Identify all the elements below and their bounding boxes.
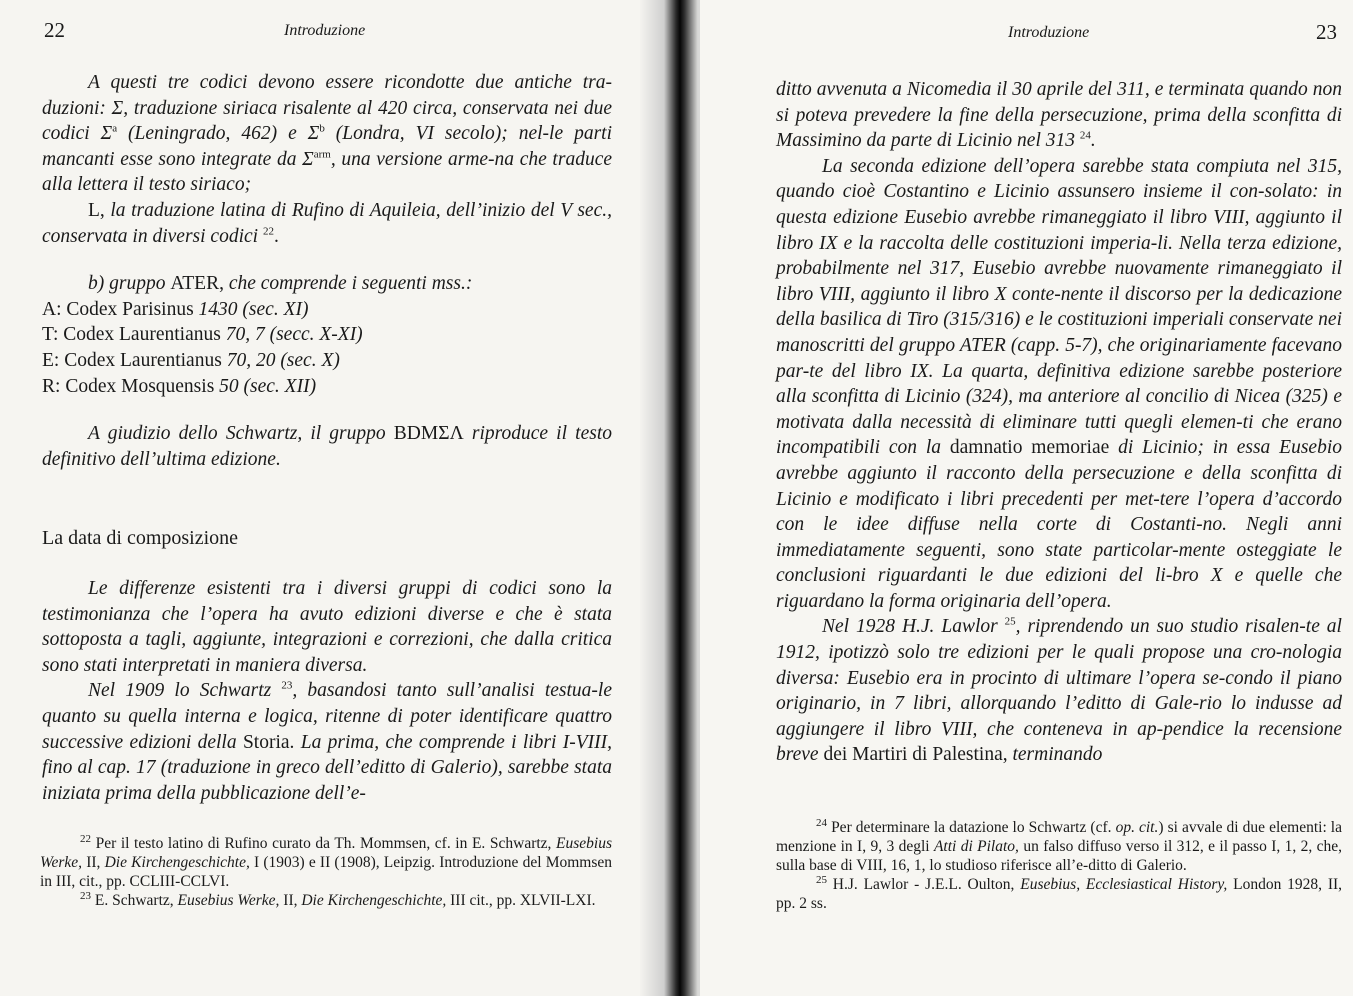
paragraph: A questi tre codici devono essere ricondotte due antiche tra-duzioni: Σ, traduzione siriaca risalente al 420 circa, conservata nei due codici $\Sigma^a$ (Leningrado, 462) e $\Sigma^b$ (Londra, VI secolo); nel-le parti mancanti esse sono integrate da $\Sigma^{arm}$, una versione arme-na che traduce alla lettera il testo siriaco; bbox=[42, 72, 612, 196]
paragraph: ditto avvenuta a Nicomedia il 30 aprile del 311, e terminata quando non si poteva prevedere la fine della persecuzione, prima della sconfitta di Massimino da parte di Licinio nel 313 $^{24}$. bbox=[776, 79, 1342, 152]
section-heading: La data di composizione bbox=[42, 527, 239, 549]
footnote-ref: 23 bbox=[281, 679, 293, 692]
ms-item: T: Codex Laurentianus 70, 7 (secc. X-XI) bbox=[42, 324, 363, 346]
page-number: 23 bbox=[1316, 20, 1337, 44]
ms-item: E: Codex Laurentianus 70, 20 (sec. X) bbox=[42, 349, 340, 371]
footnote-ref: 24 bbox=[1079, 129, 1091, 142]
paragraph: A giudizio dello Schwartz, il gruppo BDMΣΛ riproduce il testo definitivo dell’ultima edizione. bbox=[42, 423, 612, 470]
body-text bbox=[776, 77, 1342, 768]
ms-item: A: Codex Parisinus 1430 (sec. XI) bbox=[42, 298, 309, 320]
paragraph: Nel 1928 H.J. Lawlor $^{25}$, riprendendo un suo studio risalen-te al 1912, ipotizzò solo tre edizioni per le quali propose una cro-nologia diversa: Eusebio era in procinto di ultimare l’opera se-condo il piano originario, in 7 libri, allorquando l’editto di Gale-rio lo indusse ad aggiungere il libro VIII, che conteneva in ap-pendice la recensione breve dei Martiri di Palestina, terminando bbox=[776, 615, 1342, 766]
running-head: Introduzione bbox=[284, 22, 366, 39]
footnote: $^{23}$ E. Schwartz, Eusebius Werke, II, Die Kirchengeschichte, III cit., pp. XLVII-LXI. bbox=[80, 889, 596, 909]
footnote-ref: 22 bbox=[262, 225, 274, 238]
footnote: $^{25}$ H.J. Lawlor - J.E.L. Oulton, Eusebius, Ecclesiastical History, London 1928, II, pp. 2 ss. bbox=[776, 873, 1343, 912]
footnotes bbox=[40, 834, 612, 910]
paragraph: Le differenze esistenti tra i diversi gruppi di codici sono la testimonianza che l’opera ha avuto edizioni diverse e che è stata sottoposta a tagli, aggiunte, integrazioni e correzioni, che dalla critica sono stati interpretati in maniera diversa. bbox=[42, 578, 612, 676]
footnote: $^{24}$ Per determinare la datazione lo Schwartz (cf. op. cit.) si avvale di due elementi: la menzione in I, 9, 3 degli Atti di Pilato, un falso diffuso verso il 312, e il passo I, 1, 2, che, sulla base di VIII, 16, 1, lo studioso riferisce all’e-ditto di Galerio. bbox=[776, 816, 1342, 874]
ms-item: R: Codex Mosquensis 50 (sec. XII) bbox=[42, 375, 317, 397]
group-line: b) gruppo ATER, che comprende i seguenti mss.: bbox=[88, 273, 473, 295]
paragraph: La seconda edizione dell’opera sarebbe stata compiuta nel 315, quando cioè Costantino e Licinio assunsero insieme il con-solato: in questa edizione Eusebio avrebbe rimaneggiato il libro VIII, aggiunto il libro IX e la raccolta delle costituzioni imperia-li. Nella terza edizione, probabilmente nel 317, Eusebio avrebbe nuovamente rimaneggiato il libro VIII, aggiunto il libro X conte-nente il discorso per la dedicazione della basilica di Tiro (315/316) e le costituzioni imperiali conservate nei manoscritti del gruppo ATER (capp. 5-7), che originariamente facevano par-te del libro IX. La quarta, definitiva edizione sarebbe posteriore alla sconfitta di Licinio (324), ma anteriore al concilio di Nicea (325) e motivata dalla necessità di eliminare tutti quegli elemen-ti che erano incompatibili con la damnatio memoriae di Licinio; in essa Eusebio avrebbe aggiunto il racconto della persecuzione e della sconfitta di Licinio e modificato i libri precedenti per met-tere l’opera d’accordo con le idee diffuse nella corte di Costanti-no. Negli anni immediatamente seguenti, sono state particolar-mente osteggiate le conclusioni riguardanti le due edizioni del li-bro X e quelle che riguardano la forma originaria dell’opera. bbox=[776, 155, 1342, 612]
page-number: 22 bbox=[44, 18, 65, 42]
paragraph: L, la traduzione latina di Rufino di Aquileia, dell’inizio del V sec., conservata in diversi codici $^{22}$. bbox=[42, 199, 612, 247]
right-page bbox=[700, 0, 1353, 996]
paragraph: Nel 1909 lo Schwartz $^{23}$, basandosi tanto sull’analisi testua-le quanto su quella interna e logica, ritenne di poter identificare quattro successive edizioni della Storia. La prima, che comprende i libri I-VIII, fino al cap. 17 (traduzione in greco dell’editto di Galerio), sarebbe stata iniziata prima della pubblicazione dell’e- bbox=[42, 679, 612, 804]
footnote: $^{22}$ Per il testo latino di Rufino curato da Th. Mommsen, cf. in E. Schwartz, Eusebius Werke, II, Die Kirchengeschichte, I (1903) e II (1908), Leipzig. Introduzione del Mommsen in III, cit., pp. CCLIII-CCLVI. bbox=[40, 832, 612, 890]
footnotes bbox=[776, 818, 1342, 913]
running-head: Introduzione bbox=[1008, 24, 1090, 41]
body-text bbox=[42, 576, 612, 806]
left-page bbox=[0, 0, 660, 996]
body-text bbox=[42, 70, 612, 472]
footnote-ref: 25 bbox=[1004, 615, 1016, 628]
